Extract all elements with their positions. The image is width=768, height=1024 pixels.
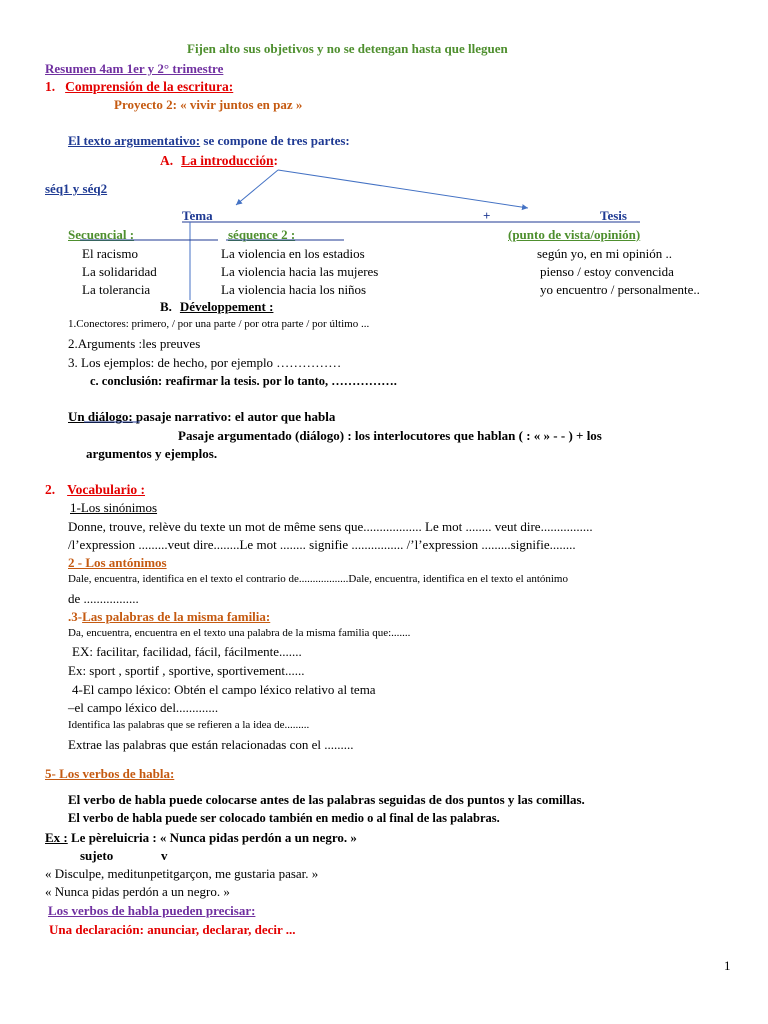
row1-col1: El racismo <box>82 246 138 261</box>
examples-line: 3. Los ejemplos: de hecho, por ejemplo …………… <box>68 355 342 370</box>
sinonimos-line2: /l’expression .........veut dire........Le mot ........ signifie ................ /’l’expression .........signifie........ <box>68 537 576 552</box>
sinonimos-line1: Donne, trouve, relève du texte un mot de même sens que.................. Le mot ........ veut dire................ <box>68 519 593 534</box>
antonimos-line1: Dale, encuentra, identifica en el texto el contrario de..................Dale, encuentra, identifica en el texto el antónimo <box>68 573 568 585</box>
tema-label: Tema <box>182 208 213 223</box>
sinonimos-heading: 1-Los sinónimos <box>70 500 158 515</box>
familia-line1: Da, encuentra, encuentra en el texto una palabra de la misma familia que:....... <box>68 627 411 639</box>
row3-col3: yo encuentro / personalmente.. <box>540 282 700 297</box>
rule2-line: El verbo de habla puede ser colocado también en medio o al final de las palabras. <box>68 811 500 825</box>
rule1-line: El verbo de habla puede colocarse antes de las palabras seguidas de dos puntos y las comillas. <box>68 792 585 807</box>
punto-de-vista-label: (punto de vista/opinión) <box>508 227 641 242</box>
familia-line2: EX: facilitar, facilidad, fácil, fácilmente....... <box>72 644 302 659</box>
row3-col2: La violencia hacia los niños <box>221 282 367 297</box>
seq-label: séq1 y séq2 <box>45 181 108 196</box>
quote2-line: « Nunca pidas perdón a un negro. » <box>45 884 230 899</box>
precisar-heading: Los verbos de habla pueden precisar: <box>48 903 256 918</box>
quote1-line: « Disculpe, meditunpetitgarçon, me gustaria pasar. » <box>45 866 319 881</box>
antonimos-line2: de ................. <box>68 591 139 606</box>
row3-col1: La tolerancia <box>82 282 151 297</box>
arrow-to-tesis <box>278 170 528 208</box>
v-label: v <box>161 848 168 863</box>
part-b-heading: B. Développement : <box>160 299 274 314</box>
campo-line3: Extrae las palabras que están relacionadas con el ......... <box>68 737 354 752</box>
section1-heading: 1. Comprensión de la escritura: <box>45 79 234 94</box>
conclusion-line: c. conclusión: reafirmar la tesis. por lo tanto, ……………. <box>90 374 397 388</box>
row1-col3: según yo, en mi opinión .. <box>537 246 673 261</box>
part-a-heading: A. La introducción: <box>160 153 279 168</box>
pasaje-line2: argumentos y ejemplos. <box>86 446 218 461</box>
secuencial-label: Secuencial : <box>68 227 135 242</box>
argumentative-heading: El texto argumentativo: se compone de tres partes: <box>68 133 350 148</box>
antonimos-heading: 2 - Los antónimos <box>68 555 167 570</box>
row2-col2: La violencia hacia las mujeres <box>221 264 379 279</box>
project-title: Proyecto 2: « vivir juntos en paz » <box>114 97 303 112</box>
arrow-to-tema <box>236 170 278 205</box>
declaracion-line: Una declaración: anunciar, declarar, decir ... <box>49 922 296 937</box>
row2-col1: La solidaridad <box>82 264 157 279</box>
plus-sign: + <box>483 208 491 223</box>
campo-line2: Identifica las palabras que se refieren a la idea de......... <box>68 719 310 731</box>
familia-line3: Ex: sport , sportif , sportive, sportivement...... <box>68 663 305 678</box>
sujeto-label: sujeto <box>80 848 114 863</box>
campo-heading: 4-El campo léxico: Obtén el campo léxico relativo al tema <box>72 682 376 697</box>
section2-heading: 2. Vocabulario : <box>45 482 146 497</box>
dialogo-line: Un diálogo: pasaje narrativo: el autor que habla <box>68 409 336 424</box>
arguments-line: 2.Arguments :les preuves <box>68 336 201 351</box>
example-line: Ex : Le pèreluicria : « Nunca pidas perdón a un negro. » <box>45 830 357 845</box>
tesis-label: Tesis <box>600 208 627 223</box>
row2-col3: pienso / estoy convencida <box>540 264 674 279</box>
connectors-line: 1.Conectores: primero, / por una parte / por otra parte / por último ... <box>68 318 370 330</box>
familia-heading: .3-Las palabras de la misma familia: <box>68 609 271 624</box>
summary-title: Resumen 4am 1er y 2° trimestre <box>45 61 224 76</box>
campo-line1: –el campo léxico del............. <box>68 700 219 715</box>
row1-col2: La violencia en los estadios <box>221 246 365 261</box>
page-number: 1 <box>724 958 731 973</box>
header-motto: Fijen alto sus objetivos y no se detengan hasta que lleguen <box>187 41 508 56</box>
pasaje-line1: Pasaje argumentado (diálogo) : los interlocutores que hablan ( : « » - - ) + los <box>178 428 602 443</box>
sequence2-label: séquence 2 : <box>228 227 296 242</box>
section5-heading: 5- Los verbos de habla: <box>45 766 175 781</box>
